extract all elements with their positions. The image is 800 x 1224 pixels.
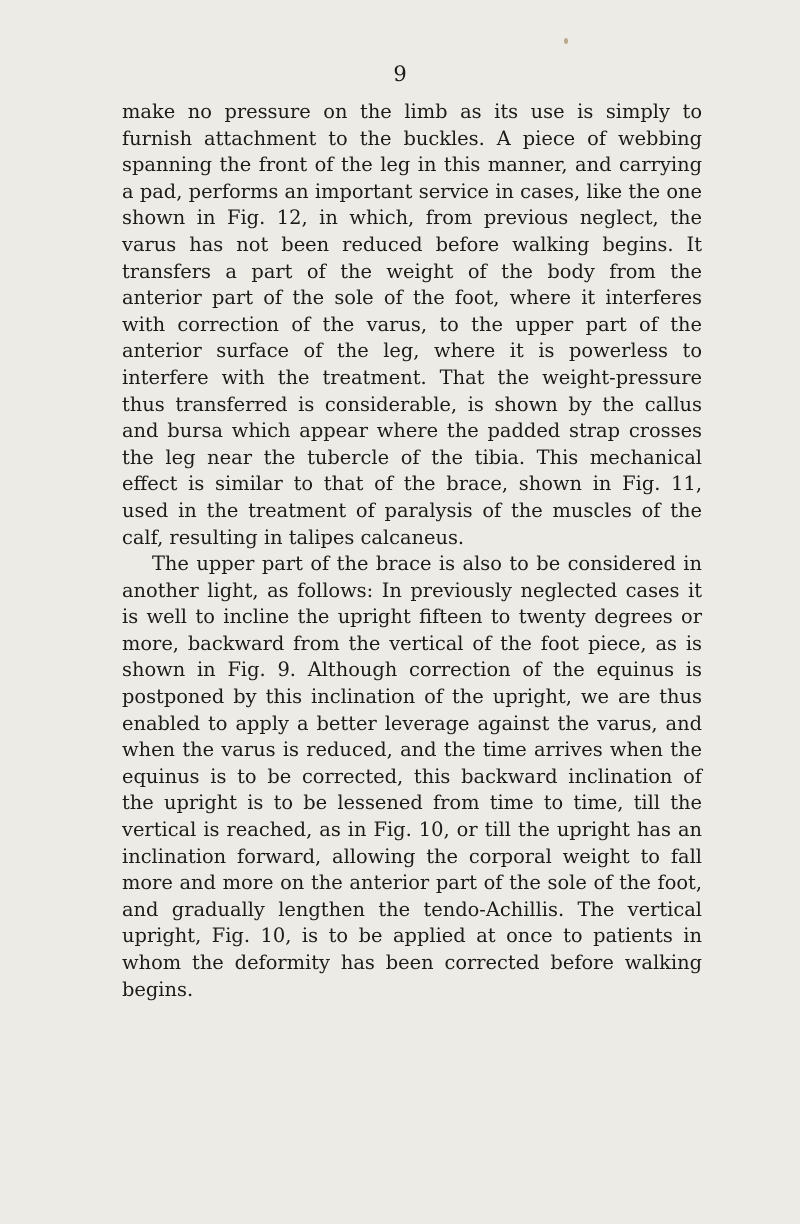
paper-speck bbox=[564, 38, 568, 44]
paragraph-brace-upper-part: The upper part of the brace is also to be considered in another light, as follows: In previously neglected cases it is well to incline the upright fifteen to twenty degrees or more, backward from the vertical of the foot piece, as is shown in Fig. 9. Although correction of the equinus is postponed by this inclination of the upright, we are thus enabled to apply a better leverage against the varus, and when the varus is reduced, and the time arrives when the equinus is to be corrected, this backward inclination of the upright is to be lessened from time to time, till the vertical is reached, as in Fig. 10, or till the upright has an inclination forward, allowing the corporal weight to fall more and more on the anterior part of the sole of the foot, and gradually lengthen the tendo-Achillis. The vertical upright, Fig. 10, is to be applied at once to patients in whom the deformity has been corrected before walking begins. bbox=[122, 552, 702, 1001]
body-text bbox=[122, 99, 702, 1003]
paragraph-continued: make no pressure on the limb as its use is simply to furnish attachment to the buckles. A piece of webbing spanning the front of the leg in this manner, and carrying a pad, performs an important service in cases, like the one shown in Fig. 12, in which, from previous neglect, the varus has not been reduced before walking begins. It transfers a part of the weight of the body from the anterior part of the sole of the foot, where it interferes with correction of the varus, to the upper part of the anterior surface of the leg, where it is powerless to interfere with the treatment. That the weight-pressure thus transferred is considerable, is shown by the callus and bursa which appear where the padded strap crosses the leg near the tubercle of the tibia. This mechanical effect is similar to that of the brace, shown in Fig. 11, used in the treatment of paralysis of the muscles of the calf, resulting in talipes calcaneus. bbox=[122, 100, 702, 549]
page-number: 9 bbox=[393, 62, 407, 86]
